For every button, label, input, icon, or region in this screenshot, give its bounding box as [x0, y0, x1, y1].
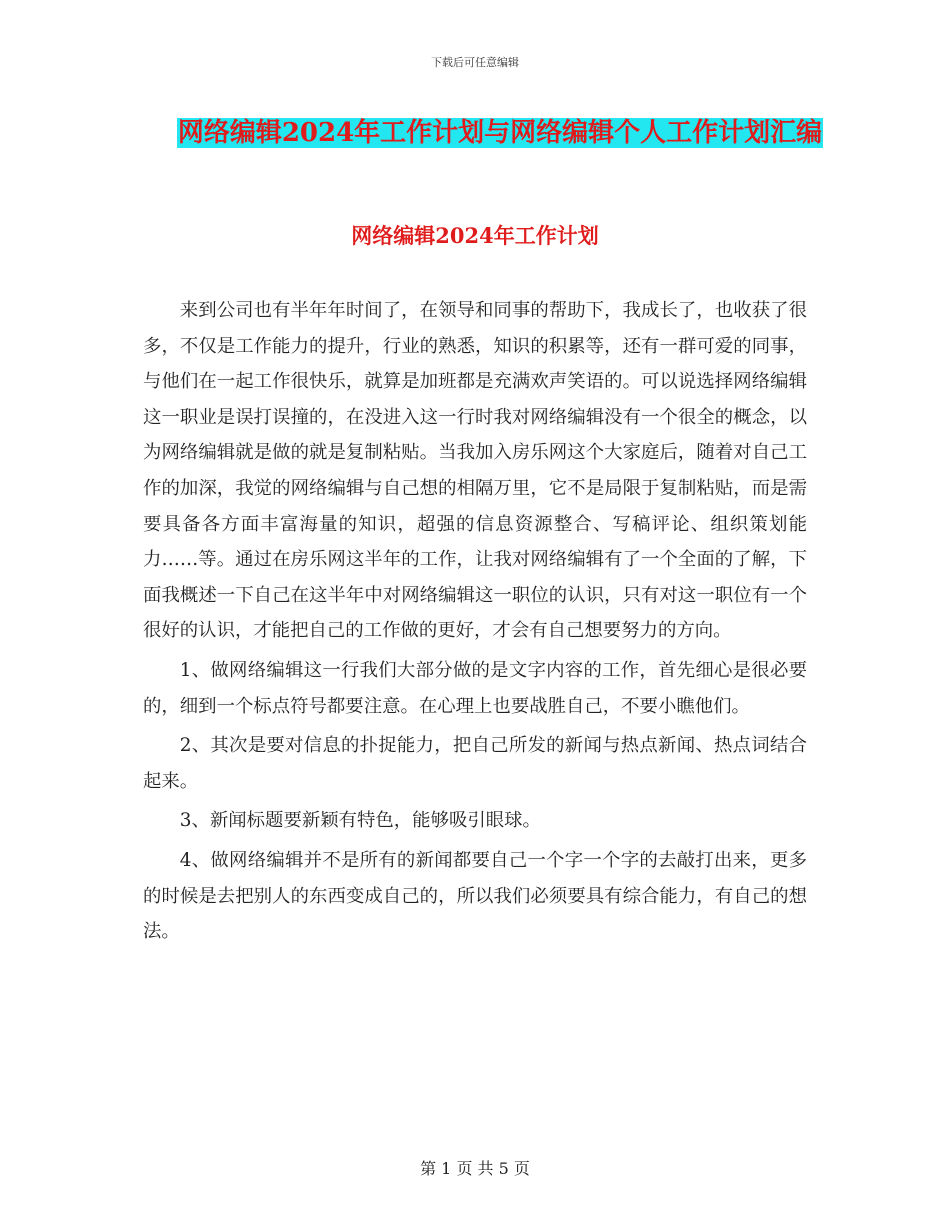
section-title: 网络编辑2024年工作计划	[351, 223, 599, 248]
body-paragraph: 2、其次是要对信息的扑捉能力，把自己所发的新闻与热点新闻、热点词结合起来。	[143, 735, 807, 792]
body-paragraph: 4、做网络编辑并不是所有的新闻都要自己一个字一个字的去敲打出来，更多的时候是去把别人的东西变成自己的，所以我们必须要具有综合能力，有自己的想法。	[143, 849, 807, 943]
body-paragraph: 3、新闻标题要新颖有特色，能够吸引眼球。	[179, 810, 541, 832]
body-paragraph: 来到公司也有半年年时间了，在领导和同事的帮助下，我成长了，也收获了很多，不仅是工作能力的提升，行业的熟悉，知识的积累等，还有一群可爱的同事，与他们在一起工作很快乐，就算是加班都是充满欢声笑语的。可以说选择网络编辑这一职业是误打误撞的，在没进入这一行时我对网络编辑没有一个很全的概念，以为网络编辑就是做的就是复制粘贴。当我加入房乐网这个大家庭后，随着对自己工作的加深，我觉的网络编辑与自己想的相隔万里，它不是局限于复制粘贴，而是需要具备各方面丰富海量的知识，超强的信息资源整合、写稿评论、组织策划能力……等。通过在房乐网这半年的工作，让我对网络编辑有了一个全面的了解，下面我概述一下自己在这半年中对网络编辑这一职位的认识，只有对这一职位有一个很好的认识，才能把自己的工作做的更好，才会有自己想要努力的方向。	[143, 300, 807, 642]
page-number: 第 1 页 共 5 页	[420, 1159, 530, 1178]
body-paragraph: 1、做网络编辑这一行我们大部分做的是文字内容的工作，首先细心是很必要的，细到一个标点符号都要注意。在心理上也要战胜自己，不要小瞧他们。	[143, 659, 807, 717]
page-header-note: 下载后可任意编辑	[431, 56, 519, 69]
document-body	[143, 293, 807, 954]
document-title-text: 网络编辑2024年工作计划与网络编辑个人工作计划汇编	[177, 118, 823, 148]
document-title	[150, 110, 850, 156]
